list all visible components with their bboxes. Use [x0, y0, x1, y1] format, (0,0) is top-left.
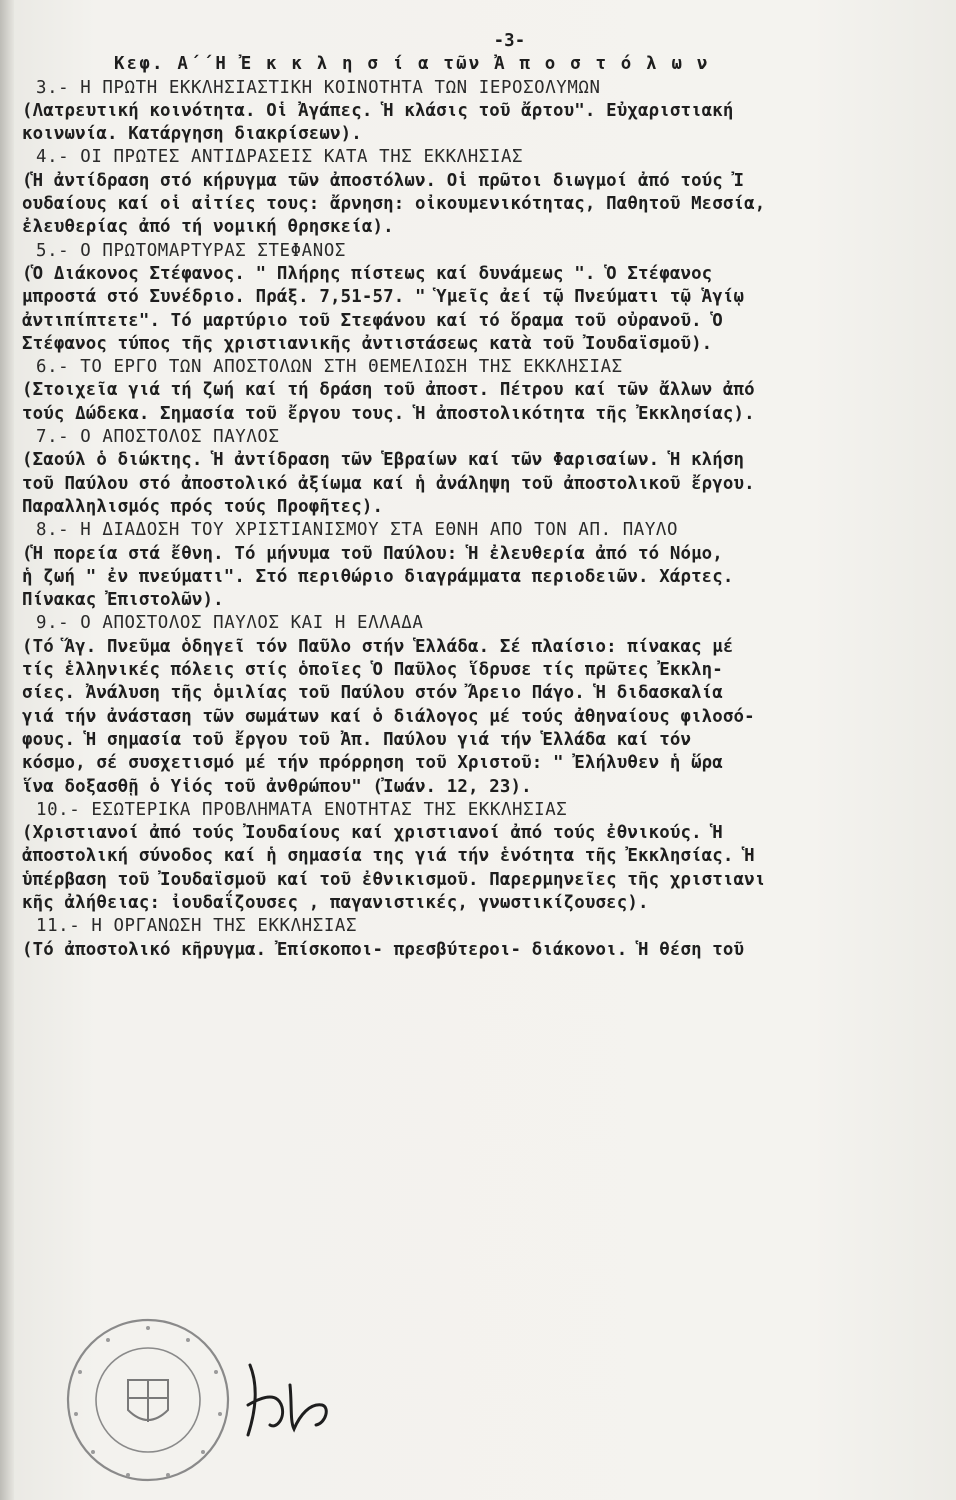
section-10	[22, 799, 937, 915]
chapter-title: Κεφ. Α΄΄Η Ἐ κ κ λ η σ ί α τῶν Ἀ π ο σ τ ό λ ω ν	[114, 54, 710, 75]
section-heading: 3.- Η ΠΡΩΤΗ ΕΚΚΛΗΣΙΑΣΤΙΚΗ ΚΟΙΝΟΤΗΤΑ ΤΩΝ ΙΕΡΟΣΟΛΥΜΩΝ	[36, 77, 601, 98]
section-line: (Τό ἀποστολικό κῆρυγμα. Ἐπίσκοποι- πρεσβύτεροι- διάκονοι. Ἡ θέση τοῦ	[22, 939, 745, 960]
section-heading: 11.- Η ΟΡΓΑΝΩΣΗ ΤΗΣ ΕΚΚΛΗΣΙΑΣ	[36, 916, 358, 937]
section-line: (Τό Ἅγ. Πνεῦμα ὁδηγεῖ τόν Παῦλο στήν Ἑλλάδα. Σέ πλαίσιο: πίνακας μέ	[22, 636, 734, 657]
section-line: ἡ ζωή " ἐν πνεύματι". Στό περιθώριο διαγράμματα περιοδειῶν. Χάρτες.	[22, 566, 734, 587]
section-line: (Ἡ ἀντίδραση στό κήρυγμα τῶν ἀποστόλων. Οἱ πρῶτοι διωγμοί ἀπό τούς Ἰ	[22, 170, 745, 191]
section-heading: 9.- Ο ΑΠΟΣΤΟΛΟΣ ΠΑΥΛΟΣ ΚΑΙ Η ΕΛΛΑΔΑ	[36, 613, 424, 634]
section-line: (Ὁ Διάκονος Στέφανος. " Πλήρης πίστεως καί δυνάμεως ". Ὁ Στέφανος	[22, 263, 713, 284]
section-line: κῆς ἀλήθειας: ἰουδαΐζουσες , παγανιστικές, γνωστικίζουσες).	[22, 892, 649, 913]
section-line: τίς ἑλληνικές πόλεις στίς ὁποῖες Ὁ Παῦλος ἵδρυσε τίς πρῶτες Ἐκκλη-	[22, 660, 723, 681]
section-line: Παραλληλισμός πρός τούς Προφῆτες).	[22, 496, 384, 517]
section-11	[22, 915, 937, 962]
section-line: Στέφανος τύπος τῆς χριστιανικῆς ἀντιστάσεως κατὰ τοῦ Ἰουδαϊσμοῦ).	[22, 333, 713, 354]
section-line: ἀντιπίπτετε". Τό μαρτύριο τοῦ Στεφάνου καί τό ὅραμα τοῦ οὐρανοῦ. Ὁ	[22, 310, 723, 331]
section-7	[22, 426, 937, 519]
section-line: φους. Ἡ σημασία τοῦ ἔργου τοῦ Ἀπ. Παύλου γιά τήν Ἑλλάδα καί τόν	[22, 729, 692, 750]
section-line: ουδαίους καί οἱ αἰτίες τους: ἄρνηση: οἰκουμενικότητας, Παθητοῦ Μεσσία,	[22, 194, 766, 215]
section-line: γιά τήν ἀνάσταση τῶν σωμάτων καί ὁ διάλογος μέ τούς ἀθηναίους φιλοσό-	[22, 706, 755, 727]
section-line: κόσμο, σέ συσχετισμό μέ τήν πρόρρηση τοῦ Χριστοῦ: " Ἐλήλυθεν ἡ ὥρα	[22, 753, 723, 774]
section-3	[22, 77, 937, 147]
section-line: (Σαούλ ὁ διώκτης. Ἡ ἀντίδραση τῶν Ἑβραίων καί τῶν Φαρισαίων. Ἡ κλήση	[22, 450, 745, 471]
section-line: (Στοιχεῖα γιά τή ζωή καί τή δράση τοῦ ἀποστ. Πέτρου καί τῶν ἄλλων ἀπό	[22, 380, 755, 401]
section-line: ἵνα δοξασθῇ ὁ Υἱός τοῦ ἀνθρώπου" (Ἰωάν. 12, 23).	[22, 776, 532, 797]
section-9	[22, 612, 937, 798]
section-line: ὑπέρβαση τοῦ Ἰουδαϊσμοῦ καί τοῦ ἐθνικισμοῦ. Παρερμηνεῖες τῆς χριστιανι	[22, 869, 766, 890]
document-body	[22, 30, 937, 962]
page-edge-shadow	[0, 0, 14, 1500]
section-heading: 7.- Ο ΑΠΟΣΤΟΛΟΣ ΠΑΥΛΟΣ	[36, 427, 280, 448]
section-line: (Χριστιανοί ἀπό τούς Ἰουδαίους καί χριστιανοί ἀπό τούς ἐθνικούς. Ἡ	[22, 823, 723, 844]
page-number: -3-	[493, 31, 526, 51]
section-line: Πίνακας Ἐπιστολῶν).	[22, 590, 224, 611]
section-line: τούς Δώδεκα. Σημασία τοῦ ἔργου τους. Ἡ ἀποστολικότητα τῆς Ἐκκλησίας).	[22, 403, 755, 424]
section-4	[22, 146, 937, 239]
section-line: μπροστά στό Συνέδριο. Πράξ. 7,51-57. " Ὑμεῖς ἀεί τῷ Πνεύματι τῷ Ἁγίῳ	[22, 287, 745, 308]
section-heading: 8.- Η ΔΙΑΔΟΣΗ ΤΟΥ ΧΡΙΣΤΙΑΝΙΣΜΟΥ ΣΤΑ ΕΘΝΗ ΑΠΟ ΤΟΝ ΑΠ. ΠΑΥΛΟ	[36, 520, 679, 541]
section-heading: 10.- ΕΣΩΤΕΡΙΚΑ ΠΡΟΒΛΗΜΑΤΑ ΕΝΟΤΗΤΑΣ ΤΗΣ ΕΚΚΛΗΣΙΑΣ	[36, 799, 568, 820]
section-heading: 6.- ΤΟ ΕΡΓΟ ΤΩΝ ΑΠΟΣΤΟΛΩΝ ΣΤΗ ΘΕΜΕΛΙΩΣΗ ΤΗΣ ΕΚΚΛΗΣΙΑΣ	[36, 357, 623, 378]
section-8	[22, 519, 937, 612]
section-line: ἐλευθερίας ἀπό τή νομική θρησκεία).	[22, 217, 394, 238]
section-heading: 5.- Ο ΠΡΩΤΟΜΑΡΤΥΡΑΣ ΣΤΕΦΑΝΟΣ	[36, 240, 346, 261]
section-6	[22, 356, 937, 426]
section-line: κοινωνία. Κατάργηση διακρίσεων).	[22, 124, 362, 145]
section-line: (Ἡ πορεία στά ἔθνη. Τό μήνυμα τοῦ Παύλου: Ἡ ἐλευθερία ἀπό τό Νόμο,	[22, 543, 723, 564]
section-line: (Λατρευτική κοινότητα. Οἱ Ἀγάπες. Ἡ κλάσις τοῦ ἄρτου". Εὐχαριστιακή	[22, 100, 734, 121]
official-seal-icon	[58, 1310, 238, 1490]
section-heading: 4.- ΟΙ ΠΡΩΤΕΣ ΑΝΤΙΔΡΑΣΕΙΣ ΚΑΤΑ ΤΗΣ ΕΚΚΛΗΣΙΑΣ	[36, 147, 524, 168]
section-line: ἀποστολική σύνοδος καί ἡ σημασία της γιά τήν ἑνότητα τῆς Ἐκκλησίας. Ἡ	[22, 846, 755, 867]
section-line: τοῦ Παύλου στό ἀποστολικό ἀξίωμα καί ἡ ἀνάληψη τοῦ ἀποστολικοῦ ἔργου.	[22, 473, 755, 494]
section-line: σίες. Ἀνάλυση τῆς ὁμιλίας τοῦ Παύλου στόν Ἄρειο Πάγο. Ἡ διδασκαλία	[22, 683, 723, 704]
handwritten-signature-icon	[230, 1355, 340, 1445]
section-5	[22, 240, 937, 356]
